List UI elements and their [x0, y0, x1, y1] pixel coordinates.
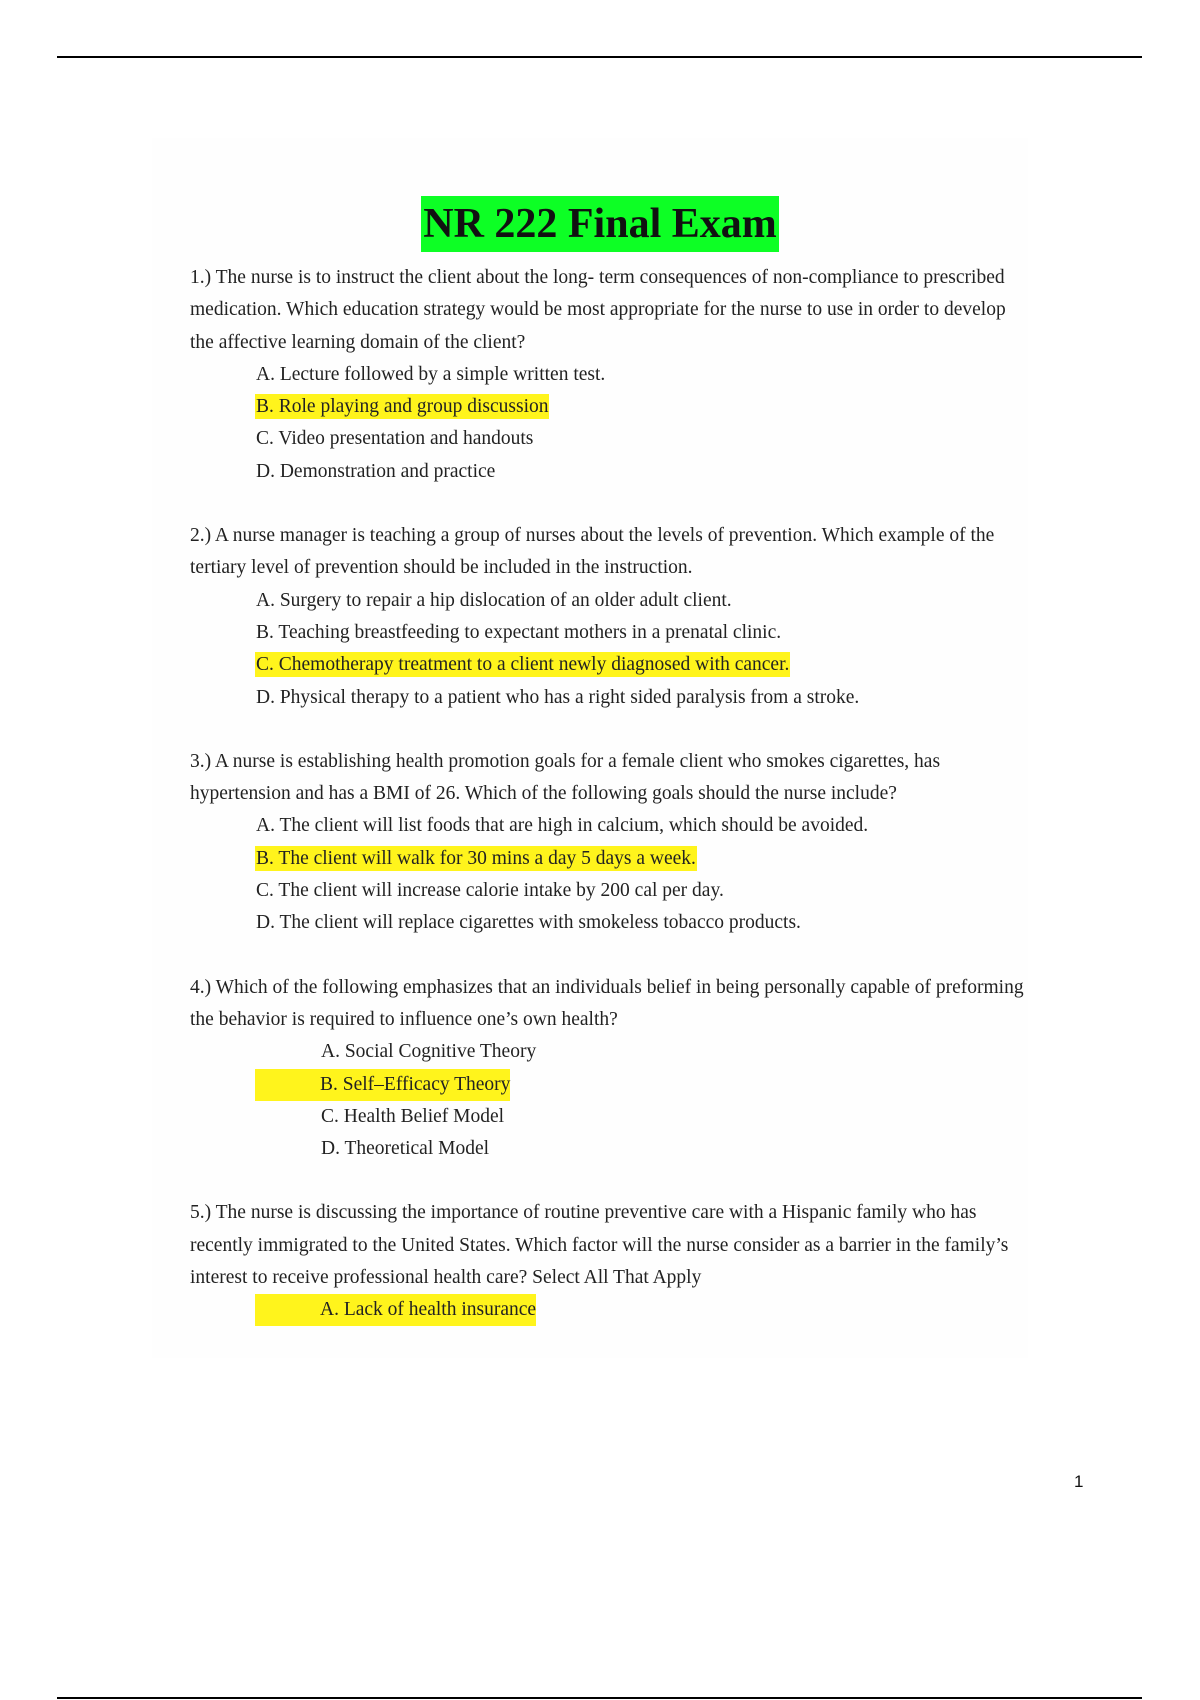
answer-options — [190, 359, 1030, 488]
answer-option: A. Lecture followed by a simple written test. — [256, 363, 606, 385]
question-list — [190, 262, 1030, 1359]
answer-option-highlighted: B. Self–Efficacy Theory — [255, 1069, 1030, 1101]
document-title: NR 222 Final Exam — [421, 196, 779, 252]
answer-option: A. Surgery to repair a hip dislocation of an older adult client. — [256, 589, 732, 611]
answer-option: C. Health Belief Model — [321, 1105, 505, 1127]
answer-option-highlighted: B. Role playing and group discussion — [256, 396, 549, 418]
answer-option-highlighted: B. The client will walk for 30 mins a day 5 days a week. — [256, 847, 696, 869]
answer-option: B. Teaching breastfeeding to expectant mothers in a prenatal clinic. — [256, 621, 782, 643]
answer-options — [190, 1294, 1030, 1326]
answer-option: A. Social Cognitive Theory — [321, 1041, 537, 1063]
answer-option: D. Theoretical Model — [321, 1138, 490, 1160]
answer-option: D. The client will replace cigarettes with smokeless tobacco products. — [256, 912, 801, 934]
answer-option: C. The client will increase calorie intake by 200 cal per day. — [256, 880, 724, 902]
question-3 — [190, 746, 1030, 940]
top-rule — [57, 56, 1142, 58]
title-block — [0, 196, 1200, 252]
bottom-rule — [57, 1697, 1142, 1699]
question-text: 1.) The nurse is to instruct the client about the long- term consequences of non-compliance to prescribed medication. Which education strategy would be most appropriate for the nurse to use in order to develop the affective learning domain of the client? — [190, 267, 1006, 353]
question-text: 4.) Which of the following emphasizes that an individuals belief in being personally capable of preforming the behavior is required to influence one’s own health? — [190, 976, 1024, 1030]
answer-option: A. The client will list foods that are high in calcium, which should be avoided. — [256, 815, 869, 837]
answer-options — [190, 810, 1030, 939]
page-number: 1 — [1074, 1472, 1084, 1491]
question-text: 3.) A nurse is establishing health promotion goals for a female client who smokes cigarettes, has hypertension and has a BMI of 26. Which of the following goals should the nurse include? — [190, 750, 941, 805]
question-1 — [190, 262, 1030, 488]
answer-options — [190, 585, 1030, 714]
question-text: 5.) The nurse is discussing the importance of routine preventive care with a Hispanic family who has recently immigrated to the United States. Which factor will the nurse consider as a barrier in the family’s interest to receive professional health care? Select All That Apply — [190, 1202, 1009, 1289]
question-text: 2.) A nurse manager is teaching a group of nurses about the levels of prevention. Which example of the tertiary level of prevention should be included in the instruction. — [190, 525, 995, 579]
answer-option-highlighted: A. Lack of health insurance — [255, 1294, 1030, 1326]
answer-option: C. Video presentation and handouts — [256, 428, 534, 450]
question-2 — [190, 520, 1030, 714]
answer-option: D. Physical therapy to a patient who has a right sided paralysis from a stroke. — [256, 686, 860, 708]
answer-option: D. Demonstration and practice — [256, 460, 496, 482]
answer-option-highlighted: C. Chemotherapy treatment to a client newly diagnosed with cancer. — [256, 654, 790, 676]
answer-options — [190, 1036, 1030, 1165]
question-5 — [190, 1197, 1030, 1326]
question-4 — [190, 972, 1030, 1166]
